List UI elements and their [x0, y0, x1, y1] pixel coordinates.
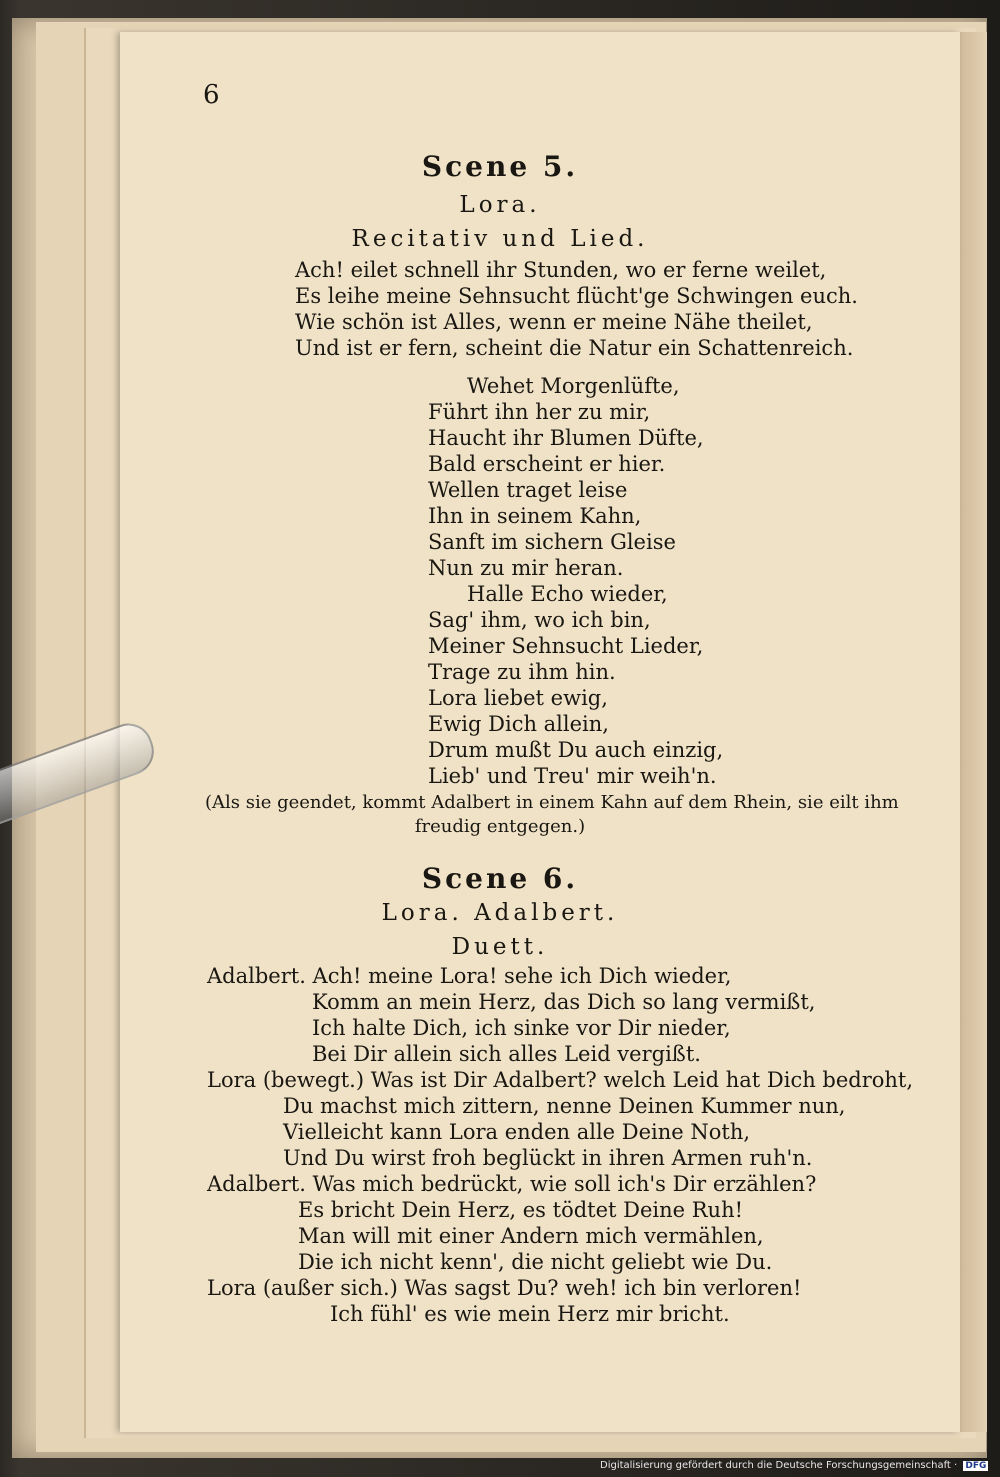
stage-direction: freudig entgegen.) [414, 816, 586, 837]
lied-line: Drum mußt Du auch einzig, [428, 738, 724, 762]
lied-line: Lieb' und Treu' mir weih'n. [428, 764, 717, 788]
recitativ-line: Ach! eilet schnell ihr Stunden, wo er ferne weilet, [295, 258, 827, 282]
lied-line: Ewig Dich allein, [428, 712, 609, 736]
digitization-credit: Digitalisierung gefördert durch die Deutsche Forschungsgemeinschaft · DFG [600, 1460, 987, 1471]
lied-line: Halle Echo wieder, [467, 582, 668, 606]
lied-line: Haucht ihr Blumen Düfte, [428, 426, 704, 450]
lied-line: Wellen traget leise [428, 478, 628, 502]
lied-line: Trage zu ihm hin. [428, 660, 616, 684]
duet-line: Es bricht Dein Herz, es tödtet Deine Ruh! [298, 1198, 744, 1222]
duet-line: Und Du wirst froh beglückt in ihren Armen ruh'n. [283, 1146, 813, 1170]
scene5-character: Lora. [459, 192, 541, 218]
duet-line: Du machst mich zittern, nenne Deinen Kummer nun, [283, 1094, 846, 1118]
page-number: 6 [203, 80, 220, 110]
lied-line: Wehet Morgenlüfte, [467, 374, 680, 398]
recitativ-line: Und ist er fern, scheint die Natur ein Schattenreich. [295, 336, 854, 360]
duet-line: Man will mit einer Andern mich vermählen, [298, 1224, 764, 1248]
scene6-heading: Scene 6. [421, 862, 579, 895]
duet-line: Adalbert. Was mich bedrückt, wie soll ich's Dir erzählen? [207, 1172, 817, 1196]
scene6-characters: Lora. Adalbert. [381, 900, 619, 926]
lied-line: Ihn in seinem Kahn, [428, 504, 642, 528]
duet-line: Ich halte Dich, ich sinke vor Dir nieder, [312, 1016, 731, 1040]
lied-line: Lora liebet ewig, [428, 686, 608, 710]
stage-direction: (Als sie geendet, kommt Adalbert in einem Kahn auf dem Rhein, sie eilt ihm [205, 792, 899, 813]
scene5-subheading: Recitativ und Lied. [351, 226, 649, 252]
lied-line: Sag' ihm, wo ich bin, [428, 608, 651, 632]
duet-line: Komm an mein Herz, das Dich so lang vermißt, [312, 990, 816, 1014]
duet-line: Vielleicht kann Lora enden alle Deine Noth, [283, 1120, 751, 1144]
recitativ-line: Es leihe meine Sehnsucht flücht'ge Schwingen euch. [295, 284, 858, 308]
dfg-logo: DFG [965, 1461, 987, 1471]
lied-line: Bald erscheint er hier. [428, 452, 666, 476]
duet-line: Bei Dir allein sich alles Leid vergißt. [312, 1042, 701, 1066]
duet-line: Lora (bewegt.) Was ist Dir Adalbert? welch Leid hat Dich bedroht, [207, 1068, 914, 1092]
lied-line: Sanft im sichern Gleise [428, 530, 676, 554]
credit-text: Digitalisierung gefördert durch die Deutsche Forschungsgemeinschaft [600, 1460, 951, 1471]
duet-line: Lora (außer sich.) Was sagst Du? weh! ich bin verloren! [207, 1276, 802, 1300]
duet-line: Adalbert. Ach! meine Lora! sehe ich Dich wieder, [207, 964, 732, 988]
duet-line: Ich fühl' es wie mein Herz mir bricht. [330, 1302, 730, 1326]
scene6-subheading: Duett. [451, 934, 549, 960]
lied-line: Führt ihn her zu mir, [428, 400, 651, 424]
lied-line: Meiner Sehnsucht Lieder, [428, 634, 704, 658]
lied-line: Nun zu mir heran. [428, 556, 624, 580]
scene5-heading: Scene 5. [421, 150, 579, 183]
duet-line: Die ich nicht kenn', die nicht geliebt wie Du. [298, 1250, 773, 1274]
recitativ-line: Wie schön ist Alles, wenn er meine Nähe theilet, [295, 310, 813, 334]
